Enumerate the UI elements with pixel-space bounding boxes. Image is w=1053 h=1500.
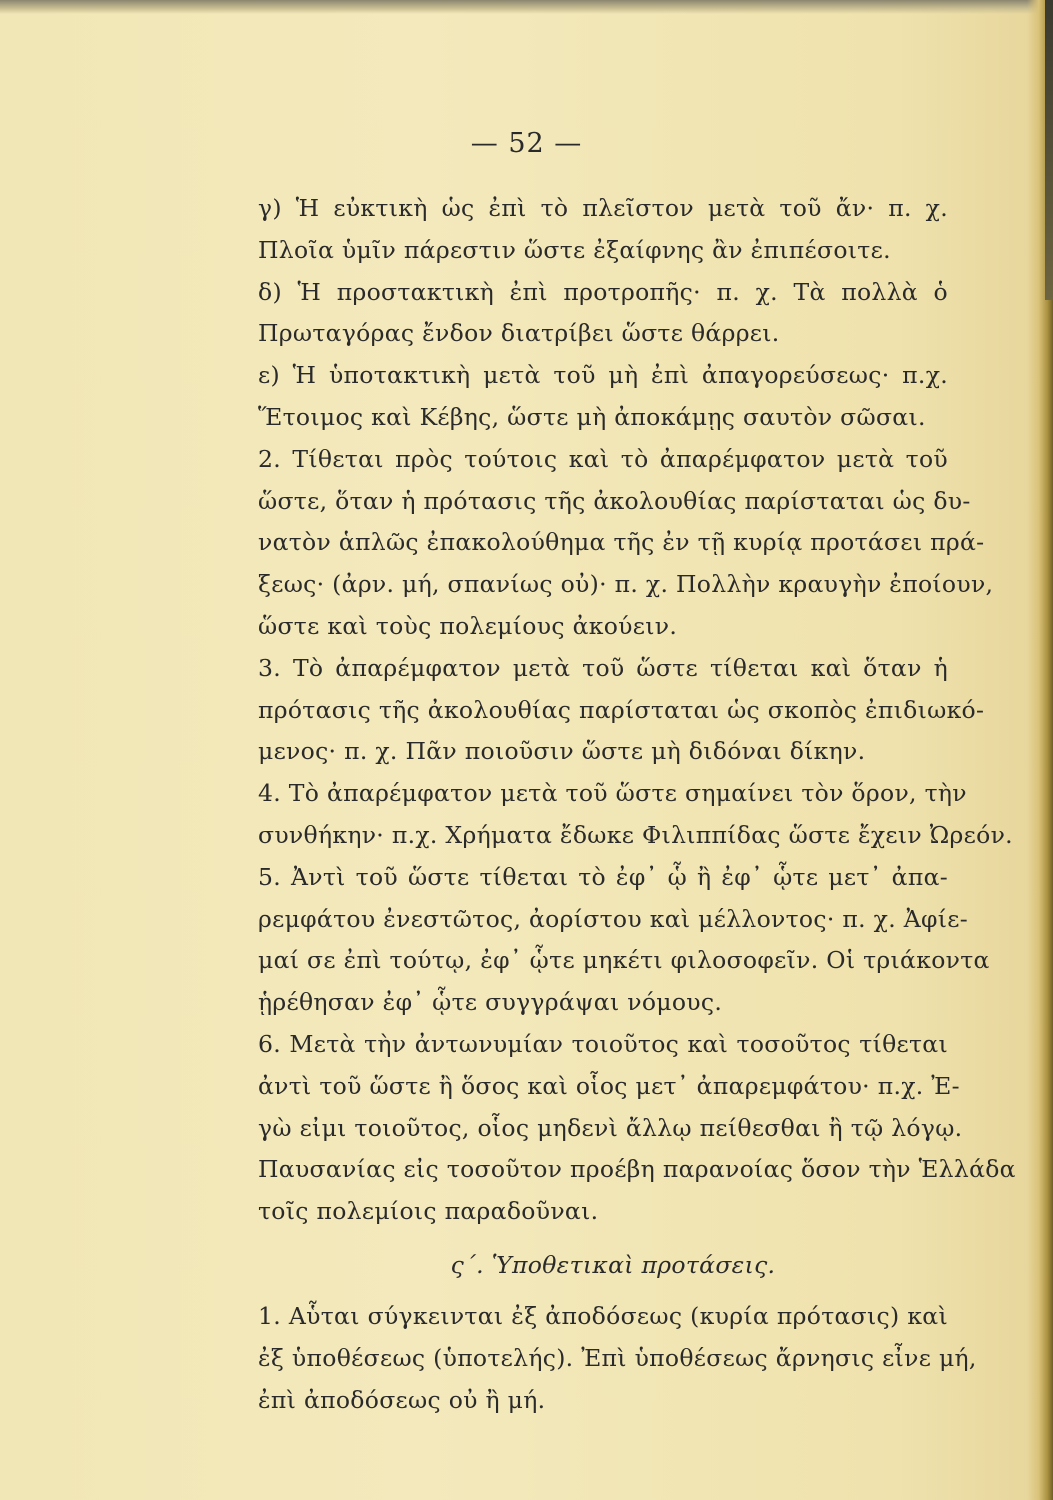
text-line: 1. Αὗται σύγκεινται ἐξ ἀποδόσεως (κυρία πρότασις) καὶ <box>258 1301 948 1330</box>
text-line: ρεμφάτου ἐνεστῶτος, ἀορίστου καὶ μέλλοντος· π. χ. Ἀφίε- <box>258 904 968 933</box>
text-line: νατὸν ἁπλῶς ἐπακολούθημα τῆς ἐν τῇ κυρίᾳ προτάσει πρά- <box>258 528 985 557</box>
text-line: μενος· π. χ. Πᾶν ποιοῦσιν ὥστε μὴ διδόναι δίκην. <box>258 737 866 766</box>
text-line: ὥστε, ὅταν ἡ πρότασις τῆς ἀκολουθίας παρίσταται ὡς δυ- <box>258 486 971 515</box>
text-line: Παυσανίας εἰς τοσοῦτον προέβη παρανοίας ὅσον τὴν Ἑλλάδα <box>258 1155 1016 1184</box>
text-line: ξεως· (ἀρν. μή, σπανίως οὐ)· π. χ. Πολλὴν κραυγὴν ἐποίουν, <box>258 570 994 599</box>
text-line: 2. Τίθεται πρὸς τούτοις καὶ τὸ ἀπαρέμφατον μετὰ τοῦ <box>258 444 948 473</box>
text-line: Ἕτοιμος καὶ Κέβης, ὥστε μὴ ἀποκάμῃς σαυτὸν σῶσαι. <box>258 402 926 431</box>
page-number: — 52 — <box>470 128 583 159</box>
text-line: ἐπὶ ἀποδόσεως οὐ ἢ μή. <box>258 1385 546 1414</box>
text-line: ἀντὶ τοῦ ὥστε ἢ ὅσος καὶ οἷος μετ᾽ ἀπαρεμφάτου· π.χ. Ἐ- <box>258 1071 960 1100</box>
text-line: τοῖς πολεμίοις παραδοῦναι. <box>258 1197 599 1226</box>
text-line: ᾑρέθησαν ἐφ᾽ ᾧτε συγγράψαι νόμους. <box>258 988 723 1017</box>
text-line: 4. Τὸ ἀπαρέμφατον μετὰ τοῦ ὥστε σημαίνει τὸν ὅρον, τὴν <box>258 779 967 808</box>
text-line: Πλοῖα ὑμῖν πάρεστιν ὥστε ἐξαίφνης ἂν ἐπιπέσοιτε. <box>258 235 891 264</box>
text-line: γ) Ἡ εὐκτικὴ ὡς ἐπὶ τὸ πλεῖστον μετὰ τοῦ ἄν· π. χ. <box>258 194 948 222</box>
text-line: πρότασις τῆς ἀκολουθίας παρίσταται ὡς σκοπὸς ἐπιδιωκό- <box>258 695 985 724</box>
text-line: 6. Μετὰ τὴν ἀντωνυμίαν τοιοῦτος καὶ τοσοῦτος τίθεται <box>258 1029 948 1058</box>
text-line: δ) Ἡ προστακτικὴ ἐπὶ προτροπῆς· π. χ. Τὰ πολλὰ ὁ <box>258 277 948 306</box>
text-line: ε) Ἡ ὑποτακτικὴ μετὰ τοῦ μὴ ἐπὶ ἀπαγορεύσεως· π.χ. <box>258 361 948 390</box>
text-line: 5. Ἀντὶ τοῦ ὥστε τίθεται τὸ ἐφ᾽ ᾧ ἢ ἐφ᾽ ᾧτε μετ᾽ ἀπα- <box>258 862 948 891</box>
page-top-edge <box>0 0 1053 14</box>
text-line: συνθήκην· π.χ. Χρήματα ἔδωκε Φιλιππίδας ὥστε ἔχειν Ὠρεόν. <box>258 820 1013 849</box>
section-gap <box>258 1288 948 1296</box>
text-line: ἐξ ὑποθέσεως (ὑποτελής). Ἐπὶ ὑποθέσεως ἄρνησις εἶνε μή, <box>258 1343 977 1372</box>
text-line: Πρωταγόρας ἔνδον διατρίβει ὥστε θάρρει. <box>258 319 780 348</box>
text-line: γὼ εἰμι τοιοῦτος, οἷος μηδενὶ ἄλλῳ πείθεσθαι ἢ τῷ λόγῳ. <box>258 1113 963 1142</box>
text-line: 3. Τὸ ἀπαρέμφατον μετὰ τοῦ ὥστε τίθεται καὶ ὅταν ἡ <box>258 653 948 682</box>
text-line: μαί σε ἐπὶ τούτῳ, ἐφ᾽ ᾧτε μηκέτι φιλοσοφεῖν. Οἱ τριάκοντα <box>258 946 990 975</box>
text-line: ὥστε καὶ τοὺς πολεμίους ἀκούειν. <box>258 611 678 640</box>
body-text <box>258 188 1016 1421</box>
section-heading: ς΄. Ὑποθετικαὶ προτάσεις. <box>450 1250 776 1279</box>
